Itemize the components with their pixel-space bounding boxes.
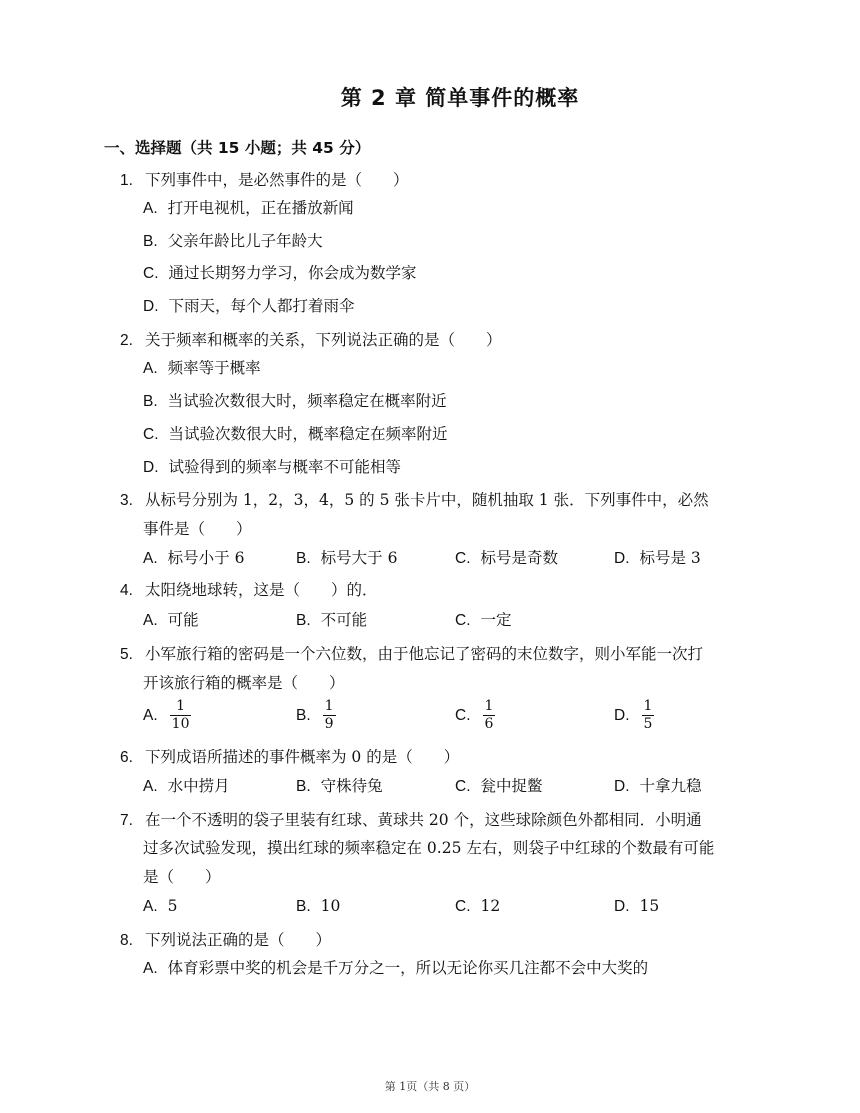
q3-option-a: A. 标号小于 6 (143, 549, 245, 567)
question-stem: 关于频率和概率的关系，下列说法正确的是（ ） (145, 331, 502, 349)
question-stem: 下列成语所描述的事件概率为 0 的是（ ） (145, 748, 460, 766)
q7-option-c: C. 12 (455, 897, 501, 915)
q6-option-a: A. 水中捞月 (143, 777, 230, 795)
q7-option-b: B. 10 (296, 897, 341, 915)
question-stem: 从标号分别为 1，2，3，4，5 的 5 张卡片中，随机抽取 1 张．下列事件中，必然 (145, 491, 709, 509)
question-number: 8. (120, 932, 133, 949)
section-heading: 一、选择题（共 15 小题；共 45 分） (104, 139, 371, 157)
question-3-cont: 事件是（ ） (143, 520, 252, 538)
question-number: 7. (120, 812, 133, 829)
question-stem: 在一个不透明的袋子里装有红球、黄球共 20 个，这些球除颜色外都相同．小明通 (145, 811, 702, 829)
question-2 (120, 330, 502, 351)
question-5-cont: 开该旅行箱的概率是（ ） (143, 674, 345, 692)
q4-option-a: A. 可能 (143, 611, 199, 629)
question-1 (120, 170, 409, 191)
q3-option-d: D. 标号是 3 (614, 549, 701, 567)
q3-option-b: B. 标号大于 6 (296, 549, 398, 567)
question-number: 4. (120, 582, 133, 599)
q4-option-c: C. 一定 (455, 611, 512, 629)
page-title: 第 2 章 简单事件的概率 (340, 86, 580, 110)
q8-option-a: A. 体育彩票中奖的机会是千万分之一，所以无论你买几注都不会中大奖的 (143, 959, 649, 977)
q2-option-a: A. 频率等于概率 (143, 359, 261, 377)
q5-option-c: C. $\frac{1}{6}$ (455, 698, 494, 732)
question-number: 5. (120, 646, 133, 663)
q6-option-c: C. 瓮中捉鳖 (455, 777, 543, 795)
question-stem: 下列说法正确的是（ ） (145, 931, 332, 949)
q2-option-c: C. 当试验次数很大时，概率稳定在频率附近 (143, 425, 448, 443)
question-stem: 下列事件中，是必然事件的是（ ） (145, 171, 409, 189)
question-number: 3. (120, 492, 133, 509)
fraction: $\frac{1}{9}$ (324, 698, 334, 732)
question-7 (120, 810, 702, 831)
q1-option-c: C. 通过长期努力学习，你会成为数学家 (143, 264, 417, 282)
q1-option-d: D. 下雨天，每个人都打着雨伞 (143, 297, 355, 315)
q4-option-b: B. 不可能 (296, 611, 368, 629)
q2-option-d: D. 试验得到的频率与概率不可能相等 (143, 458, 402, 476)
question-4 (120, 580, 378, 601)
q6-option-d: D. 十拿九稳 (614, 777, 702, 795)
q6-option-b: B. 守株待兔 (296, 777, 383, 795)
question-7-cont: 过多次试验发现，摸出红球的频率稳定在 0.25 左右，则袋子中红球的个数最有可能 (143, 839, 715, 857)
question-stem: 太阳绕地球转，这是（ ）的． (145, 581, 378, 599)
question-5 (120, 644, 703, 665)
question-3 (120, 490, 709, 511)
question-number: 2. (120, 332, 133, 349)
question-number: 1. (120, 172, 133, 189)
q3-option-c: C. 标号是奇数 (455, 549, 559, 567)
page-footer: 第 1页（共 8 页） (384, 1080, 476, 1093)
question-7-cont2: 是（ ） (143, 868, 221, 886)
question-number: 6. (120, 749, 133, 766)
q5-option-d: D. $\frac{1}{5}$ (614, 698, 653, 732)
q7-option-d: D. 15 (614, 897, 660, 915)
question-stem: 小军旅行箱的密码是一个六位数，由于他忘记了密码的末位数字，则小军能一次打 (145, 645, 704, 663)
fraction: $\frac{1}{6}$ (484, 698, 494, 732)
q1-option-b: B. 父亲年龄比儿子年龄大 (143, 232, 323, 250)
q7-option-a: A. 5 (143, 897, 178, 915)
fraction: $\frac{1}{10}$ (171, 698, 190, 732)
q1-option-a: A. 打开电视机，正在播放新闻 (143, 199, 354, 217)
question-6 (120, 747, 459, 768)
fraction: $\frac{1}{5}$ (643, 698, 653, 732)
question-8 (120, 930, 331, 951)
q2-option-b: B. 当试验次数很大时，频率稳定在概率附近 (143, 392, 447, 410)
q5-option-a: A. $\frac{1}{10}$ (143, 698, 190, 732)
q5-option-b: B. $\frac{1}{9}$ (296, 698, 334, 732)
